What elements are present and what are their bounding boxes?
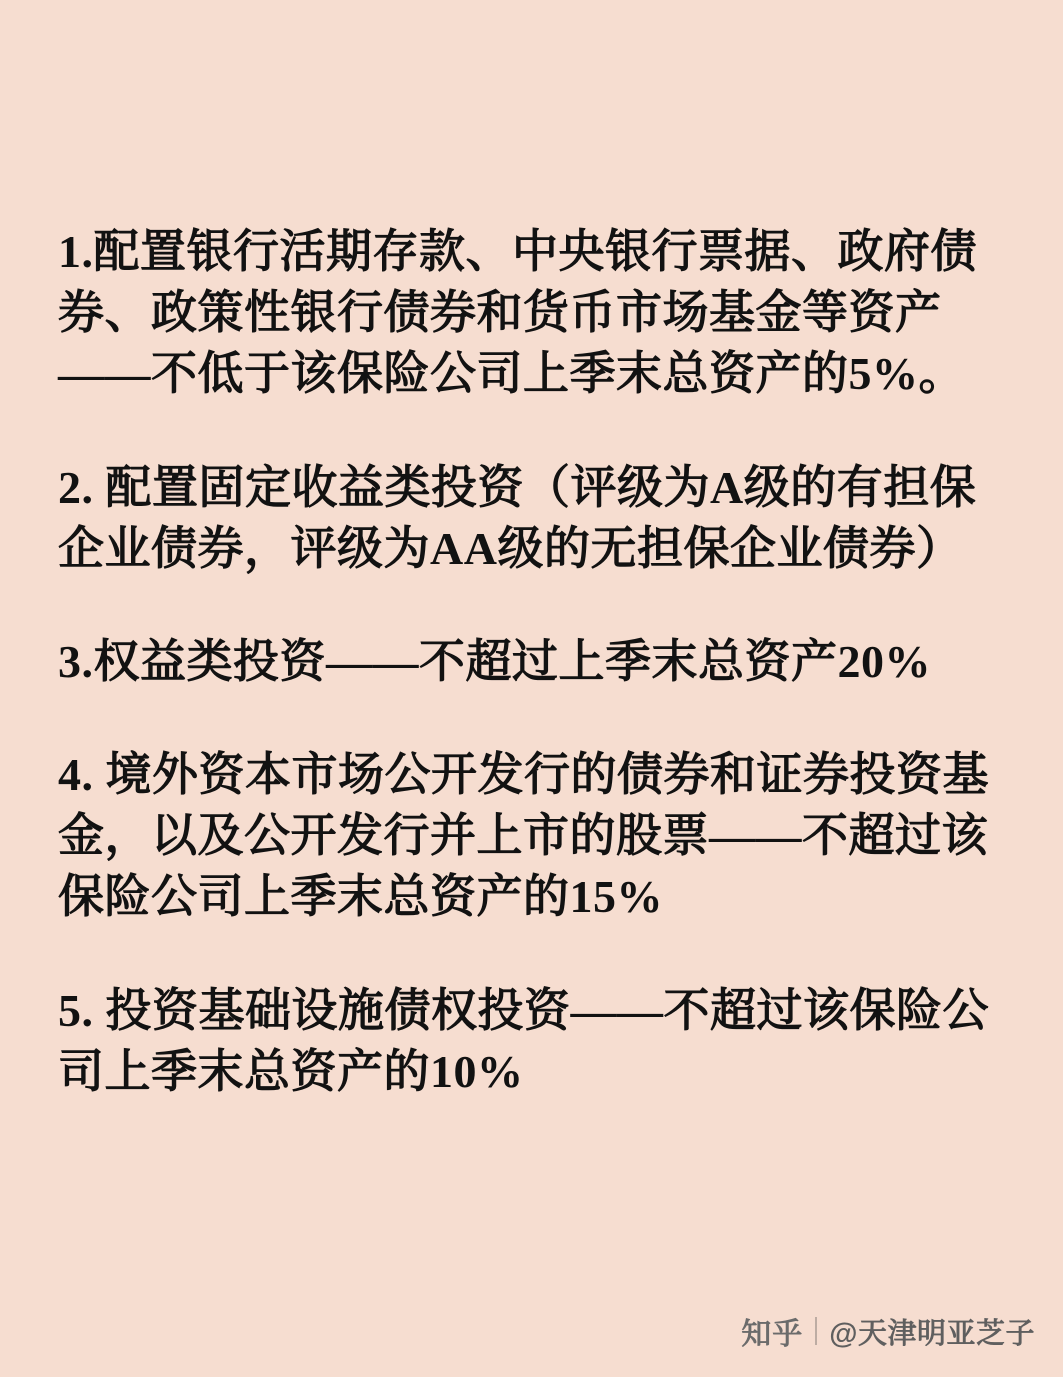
list-item: 5. 投资基础设施债权投资——不超过该保险公司上季末总资产的10% — [58, 984, 989, 1097]
list-item: 4. 境外资本市场公开发行的债券和证券投资基金，以及公开发行并上市的股票——不超过该保险公司上季末总资产的15% — [58, 749, 989, 923]
watermark-divider — [815, 1317, 817, 1345]
watermark — [741, 1309, 1035, 1353]
document-body — [58, 175, 1008, 1102]
zhihu-logo: 知乎 — [741, 1318, 804, 1351]
author-handle: @天津明亚芝子 — [829, 1317, 1035, 1350]
list-item: 2. 配置固定收益类投资（评级为A级的有担保企业债券，评级为AA级的无担保企业债券） — [58, 461, 977, 574]
list-item: 1.配置银行活期存款、中央银行票据、政府债券、政策性银行债券和货币市场基金等资产——不低于该保险公司上季末总资产的5%。 — [58, 226, 977, 400]
list-item: 3.权益类投资——不超过上季末总资产20% — [58, 635, 931, 687]
